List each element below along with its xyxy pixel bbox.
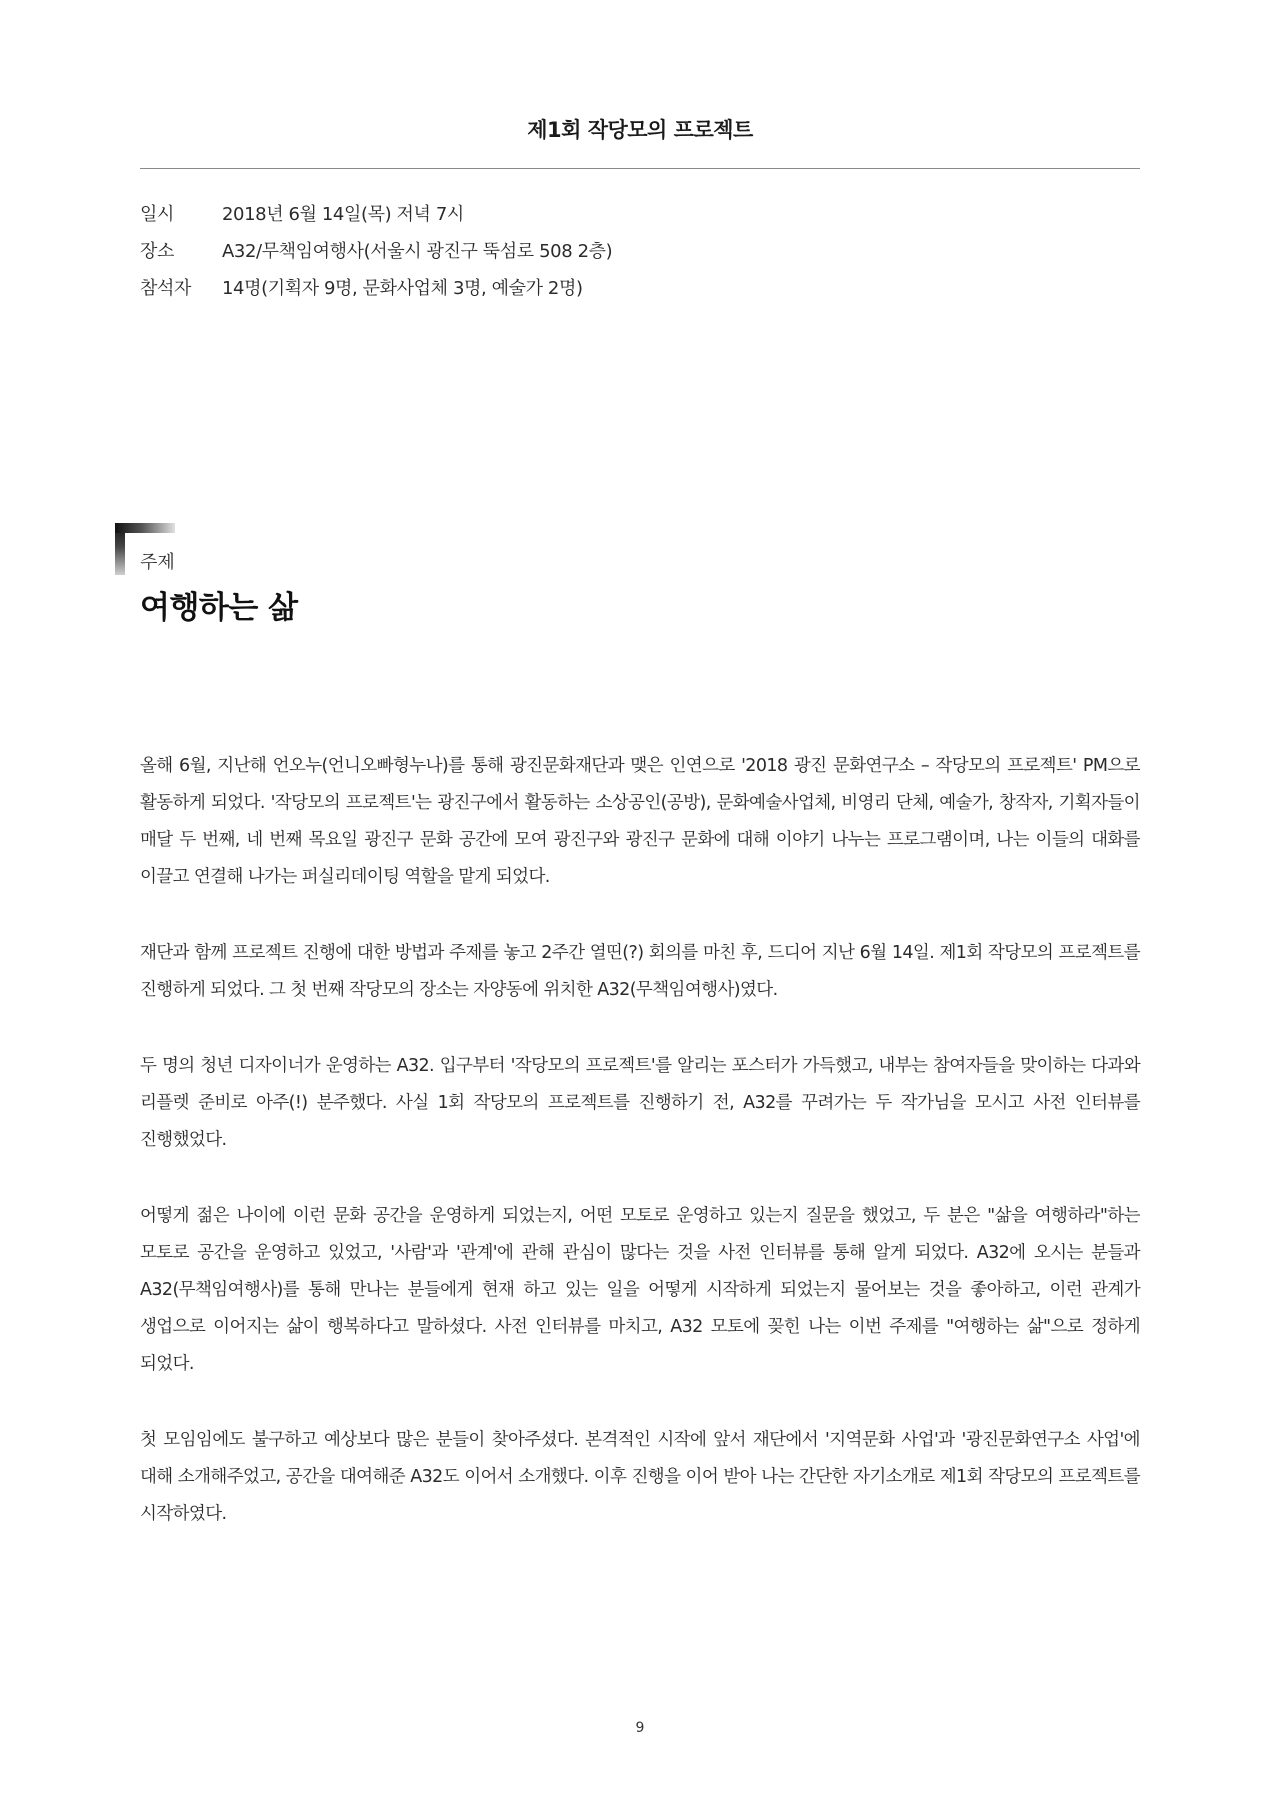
corner-mark-horizontal (115, 523, 175, 533)
meta-value-date: 2018년 6월 14일(목) 저녁 7시 (222, 203, 464, 225)
meeting-info (140, 194, 1140, 305)
paragraph: 올해 6월, 지난해 언오누(언니오빠형누나)를 통해 광진문화재단과 맺은 인연으로 '2018 광진 문화연구소 – 작당모의 프로젝트' PM으로 활동하게 되었다. '작당모의 프로젝트'는 광진구에서 활동하는 소상공인(공방), 문화예술사업체, 비영리 단체, 예술가, 창작자, 기획자들이 매달 두 번째, 네 번째 목요일 광진구 문화 공간에 모여 광진구와 광진구 문화에 대해 이야기 나누는 프로그램이며, 나는 이들의 대화를 이끌고 연결해 나가는 퍼실리데이팅 역할을 맡게 되었다. (140, 756, 1140, 887)
paragraph: 재단과 함께 프로젝트 진행에 대한 방법과 주제를 놓고 2주간 열띤(?) 회의를 마친 후, 드디어 지난 6월 14일. 제1회 작당모의 프로젝트를 진행하게 되었다. 그 첫 번째 작당모의 장소는 자양동에 위치한 A32(무책임여행사)였다. (140, 943, 1140, 1000)
meta-row-attendees (140, 268, 1140, 305)
meta-value-attendees: 14명(기획자 9명, 문화사업체 3명, 예술가 2명) (222, 277, 583, 299)
meta-label-place: 장소 (140, 240, 174, 262)
meta-value-place: A32/무책임여행사(서울시 광진구 뚝섬로 508 2층) (222, 240, 613, 262)
paragraph: 어떻게 젊은 나이에 이런 문화 공간을 운영하게 되었는지, 어떤 모토로 운영하고 있는지 질문을 했었고, 두 분은 "삶을 여행하라"하는 모토로 공간을 운영하고 있었고, '사람'과 '관계'에 관해 관심이 많다는 것을 사전 인터뷰를 통해 알게 되었다. A32에 오시는 분들과 A32(무책임여행사)를 통해 만나는 분들에게 현재 하고 있는 일을 어떻게 시작하게 되었는지 물어보는 것을 좋아하고, 이런 관계가 생업으로 이어지는 삶이 행복하다고 말하셨다. 사전 인터뷰를 마치고, A32 모토에 꽂힌 나는 이번 주제를 "여행하는 삶"으로 정하게 되었다. (140, 1206, 1140, 1374)
document-title: 제1회 작당모의 프로젝트 (527, 118, 753, 142)
meta-label-date: 일시 (140, 203, 174, 225)
paragraph: 두 명의 청년 디자이너가 운영하는 A32. 입구부터 '작당모의 프로젝트'를 알리는 포스터가 가득했고, 내부는 참여자들을 맞이하는 다과와 리플렛 준비로 아주(!) 분주했다. 사실 1회 작당모의 프로젝트를 진행하기 전, A32를 꾸려가는 두 작가님을 모시고 사전 인터뷰를 진행했었다. (140, 1056, 1140, 1150)
meta-label-attendees: 참석자 (140, 277, 191, 299)
meta-row-date (140, 194, 1140, 231)
page-number: 9 (635, 1720, 645, 1736)
meta-row-place (140, 231, 1140, 268)
theme-title: 여행하는 삶 (140, 590, 298, 626)
body-text (140, 748, 1140, 1572)
paragraph: 첫 모임임에도 불구하고 예상보다 많은 분들이 찾아주셨다. 본격적인 시작에 앞서 재단에서 '지역문화 사업'과 '광진문화연구소 사업'에 대해 소개해주었고, 공간을 대여해준 A32도 이어서 소개했다. 이후 진행을 이어 받아 나는 간단한 자기소개로 제1회 작당모의 프로젝트를 시작하였다. (140, 1430, 1140, 1524)
title-divider (140, 168, 1140, 169)
theme-label: 주제 (140, 552, 175, 573)
